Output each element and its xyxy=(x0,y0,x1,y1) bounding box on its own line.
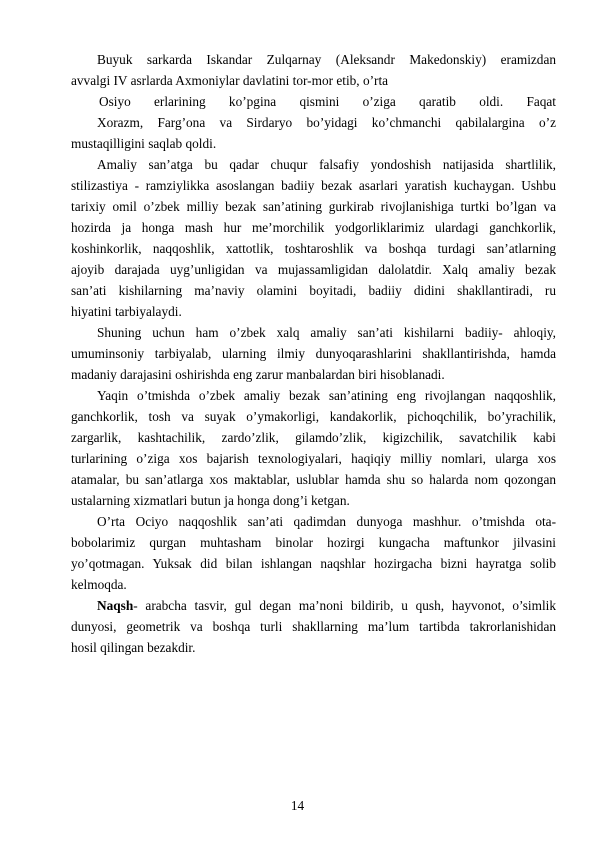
paragraph-line: Xorazm, Farg’ona va Sirdaryo bo’yidagi ko’chmanchi qabilalargina o’z xyxy=(97,115,556,130)
paragraph-2 xyxy=(71,91,556,154)
paragraph-4 xyxy=(71,322,556,385)
paragraph-3 xyxy=(71,154,556,322)
body-text xyxy=(71,49,556,658)
paragraph-line: hosil qilingan bezakdir. xyxy=(71,640,196,655)
paragraph-line: kelmoqda. xyxy=(71,577,127,592)
paragraph-line: Buyuk sarkarda Iskandar Zulqarnay (Aleksandr Makedonskiy) eramizdan xyxy=(97,52,556,67)
paragraph-line: Osiyo erlarining ko’pgina qismini o’ziga qaratib oldi. Faqat xyxy=(99,94,556,109)
paragraph-line: tarixiy omil o’zbek milliy bezak san’atining gurkirab rivojlanishiga turtki bo’lgan va xyxy=(71,199,556,214)
paragraph-line: ajoyib darajada uyg’unligidan va mujassamligidan dalolatdir. Xalq amaliy bezak xyxy=(71,262,556,277)
paragraph-line xyxy=(97,595,556,616)
paragraph-5 xyxy=(71,385,556,511)
paragraph-line: koshinkorlik, naqqoshlik, xattotlik, toshtaroshlik va boshqa turdagi san’atlarning xyxy=(71,241,556,256)
paragraph-line: mustaqilligini saqlab qoldi. xyxy=(71,136,217,151)
definition-text: - arabcha tasvir, gul degan ma’noni bildirib, u qush, hayvonot, o’simlik xyxy=(133,598,556,613)
paragraph-line: dunyosi, geometrik va boshqa turli shakllarning ma’lum tartibda takrorlanishidan xyxy=(71,619,556,634)
paragraph-line: Amaliy san’atga bu qadar chuqur falsafiy yondoshish natijasida shartlilik, xyxy=(97,157,556,172)
paragraph-line: umuminsoniy tarbiyalab, ularning ilmiy dunyoqarashlarini shakllantirishda, hamda xyxy=(71,346,556,361)
paragraph-line: madaniy darajasini oshirishda eng zarur manbalardan biri hisoblanadi. xyxy=(71,367,445,382)
paragraph-line: yo’qotmagan. Yuksak did bilan ishlangan naqshlar hozirgacha bizni hayratga solib xyxy=(71,556,556,571)
paragraph-line: zargarlik, kashtachilik, zardo’zlik, gilamdo’zlik, kigizchilik, savatchilik kabi xyxy=(71,430,556,445)
paragraph-line: turlarining o’ziga xos bajarish texnologiyalari, haqiqiy milliy nomlari, ularga xos xyxy=(71,451,556,466)
paragraph-line: hiyatini tarbiyalaydi. xyxy=(71,304,182,319)
paragraph-1 xyxy=(71,49,556,91)
paragraph-line: Yaqin o’tmishda o’zbek amaliy bezak san’atining eng rivojlangan naqqoshlik, xyxy=(97,388,556,403)
paragraph-line: stilizastiya - ramziylikka asoslangan badiiy bezak asarlari yaratish kuchaygan. Ushbu xyxy=(71,178,556,193)
paragraph-line: hozirda ja honga mash hur me’morchilik yodgorliklarimiz ulardagi ganchkorlik, xyxy=(71,220,556,235)
paragraph-line: ganchkorlik, tosh va suyak o’ymakorligi, kandakorlik, pichoqchilik, bo’yrachilik, xyxy=(71,409,556,424)
term-heading: Naqsh xyxy=(97,598,134,613)
paragraph-line: Shuning uchun ham o’zbek xalq amaliy san’ati kishilarni badiiy- ahloqiy, xyxy=(97,325,556,340)
paragraph-7 xyxy=(71,595,556,658)
paragraph-line: avvalgi IV asrlarda Axmoniylar davlatini tor-mor etib, o’rta xyxy=(71,73,389,88)
paragraph-line: san’ati kishilarning ma’naviy olamini boyitadi, badiiy didini shakllantiradi, ru xyxy=(71,283,556,298)
paragraph-6 xyxy=(71,511,556,595)
paragraph-line: atamalar, bu san’atlarga xos maktablar, uslublar hamda shu so halarda nom qozongan xyxy=(71,472,556,487)
paragraph-line: O’rta Ociyo naqqoshlik san’ati qadimdan dunyoga mashhur. o’tmishda ota- xyxy=(97,514,556,529)
paragraph-line: ustalarning xizmatlari butun ja honga dong’i ketgan. xyxy=(71,493,350,508)
page-number: 14 xyxy=(290,798,305,813)
paragraph-line: bobolarimiz qurgan muhtasham binolar hozirgi kungacha maftunkor jilvasini xyxy=(71,535,556,550)
